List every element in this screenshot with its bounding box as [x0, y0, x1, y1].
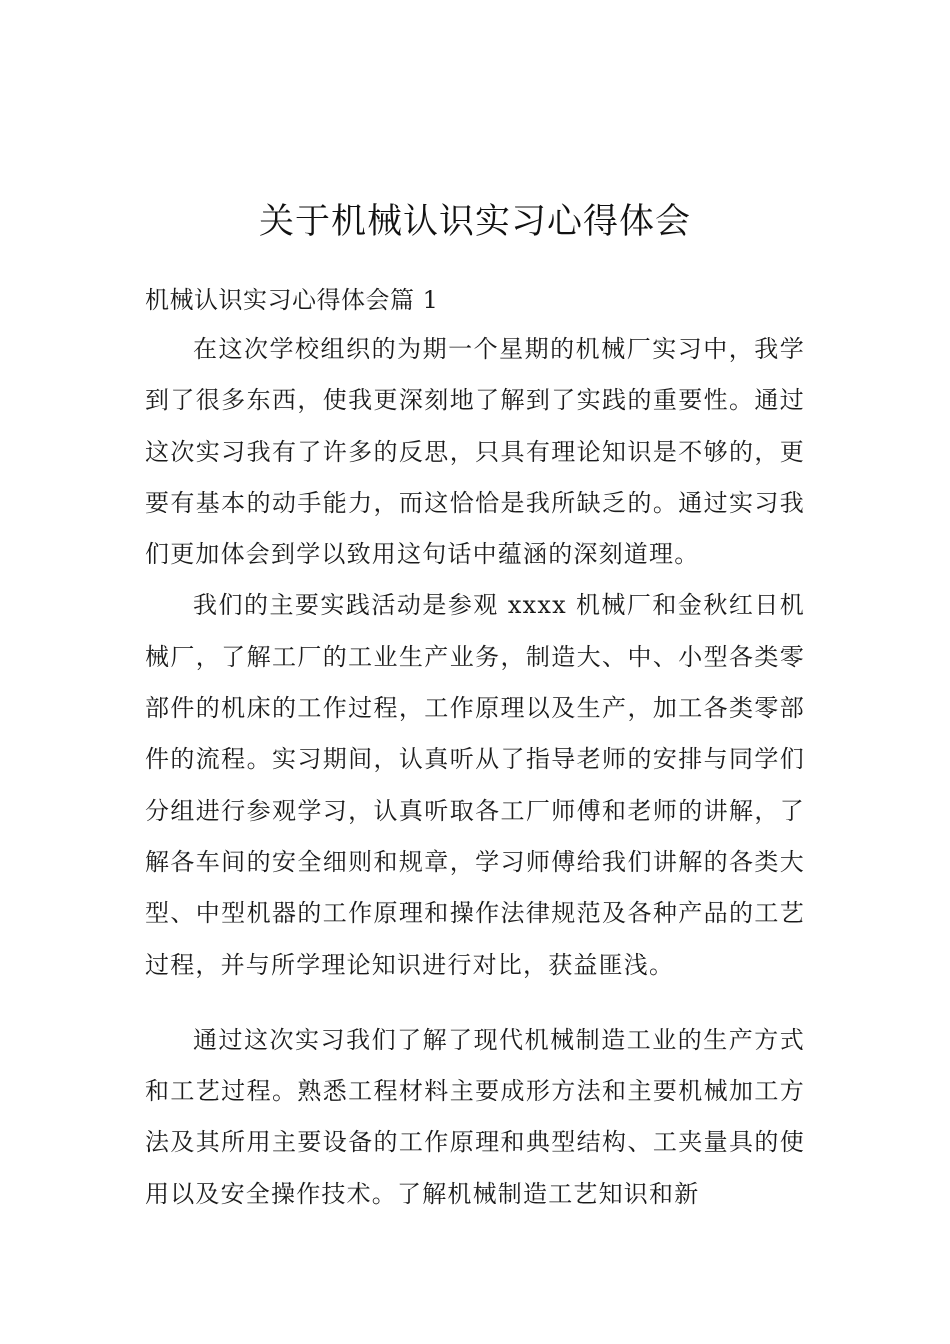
paragraph-2: 我们的主要实践活动是参观 xxxx 机械厂和金秋红日机械厂，了解工厂的工业生产业务，制造大、中、小型各类零部件的机床的工作过程，工作原理以及生产，加工各类零部件的流程。实习期间，认真听从了指导老师的安排与同学们分组进行参观学习，认真听取各工厂师傅和老师的讲解，了解各车间的安全细则和规章，学习师傅给我们讲解的各类大型、中型机器的工作原理和操作法律规范及各种产品的工艺过程，并与所学理论知识进行对比，获益匪浅。: [145, 591, 805, 979]
section-heading: 机械认识实习心得体会篇 1: [145, 286, 439, 314]
paragraph-1: 在这次学校组织的为期一个星期的机械厂实习中，我学到了很多东西，使我更深刻地了解到了实践的重要性。通过这次实习我有了许多的反思，只具有理论知识是不够的，更要有基本的动手能力，而这恰恰是我所缺乏的。通过实习我们更加体会到学以致用这句话中蕴涵的深刻道理。: [145, 335, 805, 569]
document-title: 关于机械认识实习心得体会: [258, 202, 691, 243]
paragraph-3: 通过这次实习我们了解了现代机械制造工业的生产方式和工艺过程。熟悉工程材料主要成形方法和主要机械加工方法及其所用主要设备的工作原理和典型结构、工夹量具的使用以及安全操作技术。了解机械制造工艺知识和新: [145, 1025, 805, 1208]
document-body: [145, 280, 805, 1220]
